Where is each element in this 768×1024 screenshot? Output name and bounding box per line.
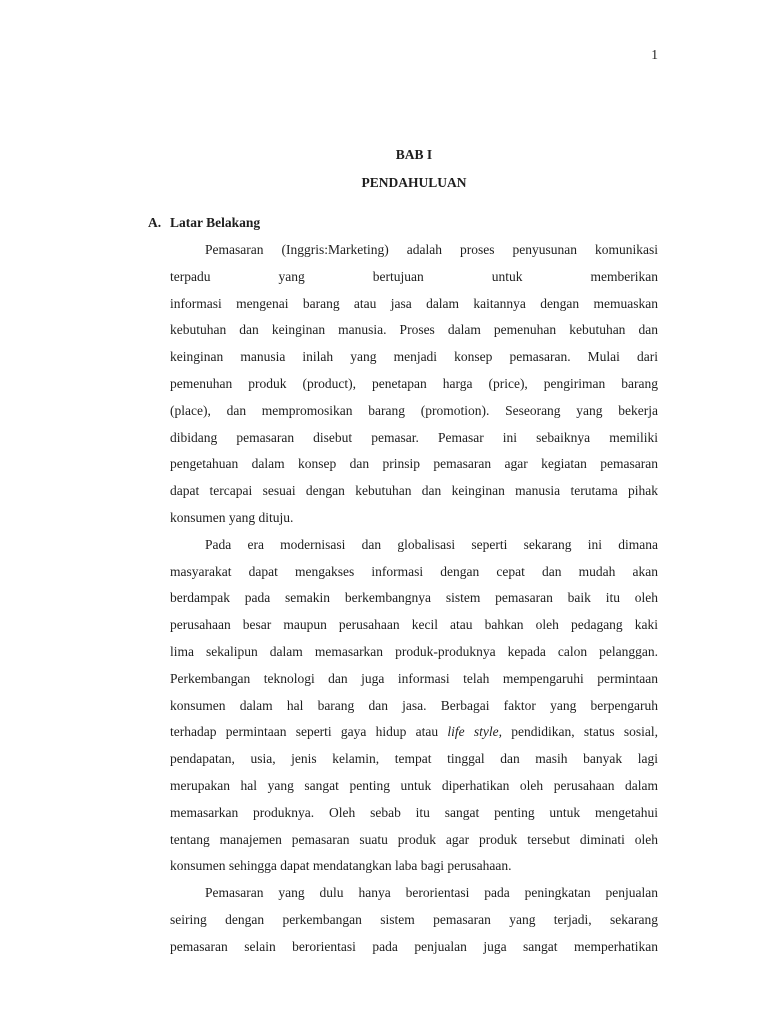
paragraph-1-line-7: (place), dan mempromosikan barang (promotion). Seseorang yang bekerja bbox=[170, 402, 658, 418]
paragraph-2-line-7: konsumen dalam hal barang dan jasa. Berbagai faktor yang berpengaruh bbox=[170, 697, 658, 713]
paragraph-2-line-3: berdampak pada semakin berkembangnya sistem pemasaran baik itu oleh bbox=[170, 590, 658, 606]
paragraph-2-line-9: pendapatan, usia, jenis kelamin, tempat tinggal dan masih banyak lagi bbox=[170, 751, 658, 767]
paragraph-1-line-8: dibidang pemasaran disebut pemasar. Pemasar ini sebaiknya memiliki bbox=[170, 429, 658, 445]
paragraph-2-line-11: memasarkan produknya. Oleh sebab itu sangat penting untuk mengetahui bbox=[170, 804, 658, 820]
paragraph-3-line-3: pemasaran selain berorientasi pada penjualan juga sangat memperhatikan bbox=[170, 938, 658, 954]
paragraph-2-line-8-text-before: terhadap permintaan seperti gaya hidup atau bbox=[170, 724, 448, 740]
paragraph-2 bbox=[170, 532, 658, 880]
paragraph-1 bbox=[170, 237, 658, 532]
paragraph-1-line-11: konsumen yang dituju. bbox=[170, 509, 294, 525]
paragraph-2-line-10: merupakan hal yang sangat penting untuk diperhatikan oleh perusahaan dalam bbox=[170, 777, 658, 793]
paragraph-1-line-1: Pemasaran (Inggris:Marketing) adalah proses penyusunan komunikasi bbox=[205, 242, 658, 257]
paragraph-3-line-2: seiring dengan perkembangan sistem pemasaran yang terjadi, sekarang bbox=[170, 911, 658, 927]
paragraph-2-line-2: masyarakat dapat mengakses informasi dengan cepat dan mudah akan bbox=[170, 563, 658, 579]
section-heading bbox=[148, 214, 658, 232]
section-label: A. bbox=[148, 215, 162, 230]
paragraph-1-line-5: keinginan manusia inilah yang menjadi konsep pemasaran. Mulai dari bbox=[170, 349, 658, 365]
paragraph-2-line-1: Pada era modernisasi dan globalisasi seperti sekarang ini dimana bbox=[205, 536, 658, 552]
paragraph-3-line-1: Pemasaran yang dulu hanya berorientasi pada peningkatan penjualan bbox=[205, 885, 658, 901]
paragraph-2-line-6: Perkembangan teknologi dan juga informasi telah mempengaruhi permintaan bbox=[170, 670, 658, 686]
paragraph-2-line-8-text-after: pendidikan, status sosial, bbox=[502, 724, 658, 740]
section-title: Latar Belakang bbox=[170, 215, 261, 230]
body-text bbox=[170, 237, 658, 961]
paragraph-1-line-9: pengetahuan dalam konsep dan prinsip pemasaran agar kegiatan pemasaran bbox=[170, 456, 658, 472]
paragraph-2-line-12: tentang manajemen pemasaran suatu produk agar produk tersebut diminati oleh bbox=[170, 831, 658, 847]
chapter-heading: BAB I bbox=[395, 147, 433, 162]
paragraph-3 bbox=[170, 880, 658, 960]
paragraph-1-line-10: dapat tercapai sesuai dengan kebutuhan dan keinginan manusia terutama pihak bbox=[170, 483, 658, 499]
chapter-title: PENDAHULUAN bbox=[361, 175, 467, 190]
paragraph-2-line-5: lima sekalipun dalam memasarkan produk-produknya kepada calon pelanggan. bbox=[170, 643, 658, 659]
paragraph-2-line-8-italic-term: life style, bbox=[447, 724, 502, 740]
paragraph-1-line-3: informasi mengenai barang atau jasa dalam kaitannya dengan memuaskan bbox=[170, 295, 658, 311]
paragraph-1-line-2: terpadu yang bertujuan untuk memberikan bbox=[170, 268, 658, 284]
paragraph-1-line-4: kebutuhan dan keinginan manusia. Proses dalam pemenuhan kebutuhan dan bbox=[170, 322, 658, 338]
paragraph-2-line-4: perusahaan besar maupun perusahaan kecil atau bahkan oleh pedagang kaki bbox=[170, 617, 658, 633]
paragraph-1-line-6: pemenuhan produk (product), penetapan harga (price), pengiriman barang bbox=[170, 375, 658, 391]
paragraph-2-line-8 bbox=[170, 719, 658, 746]
page-number: 1 bbox=[651, 47, 658, 62]
paragraph-2-line-13: konsumen sehingga dapat mendatangkan laba bagi perusahaan. bbox=[170, 858, 512, 874]
